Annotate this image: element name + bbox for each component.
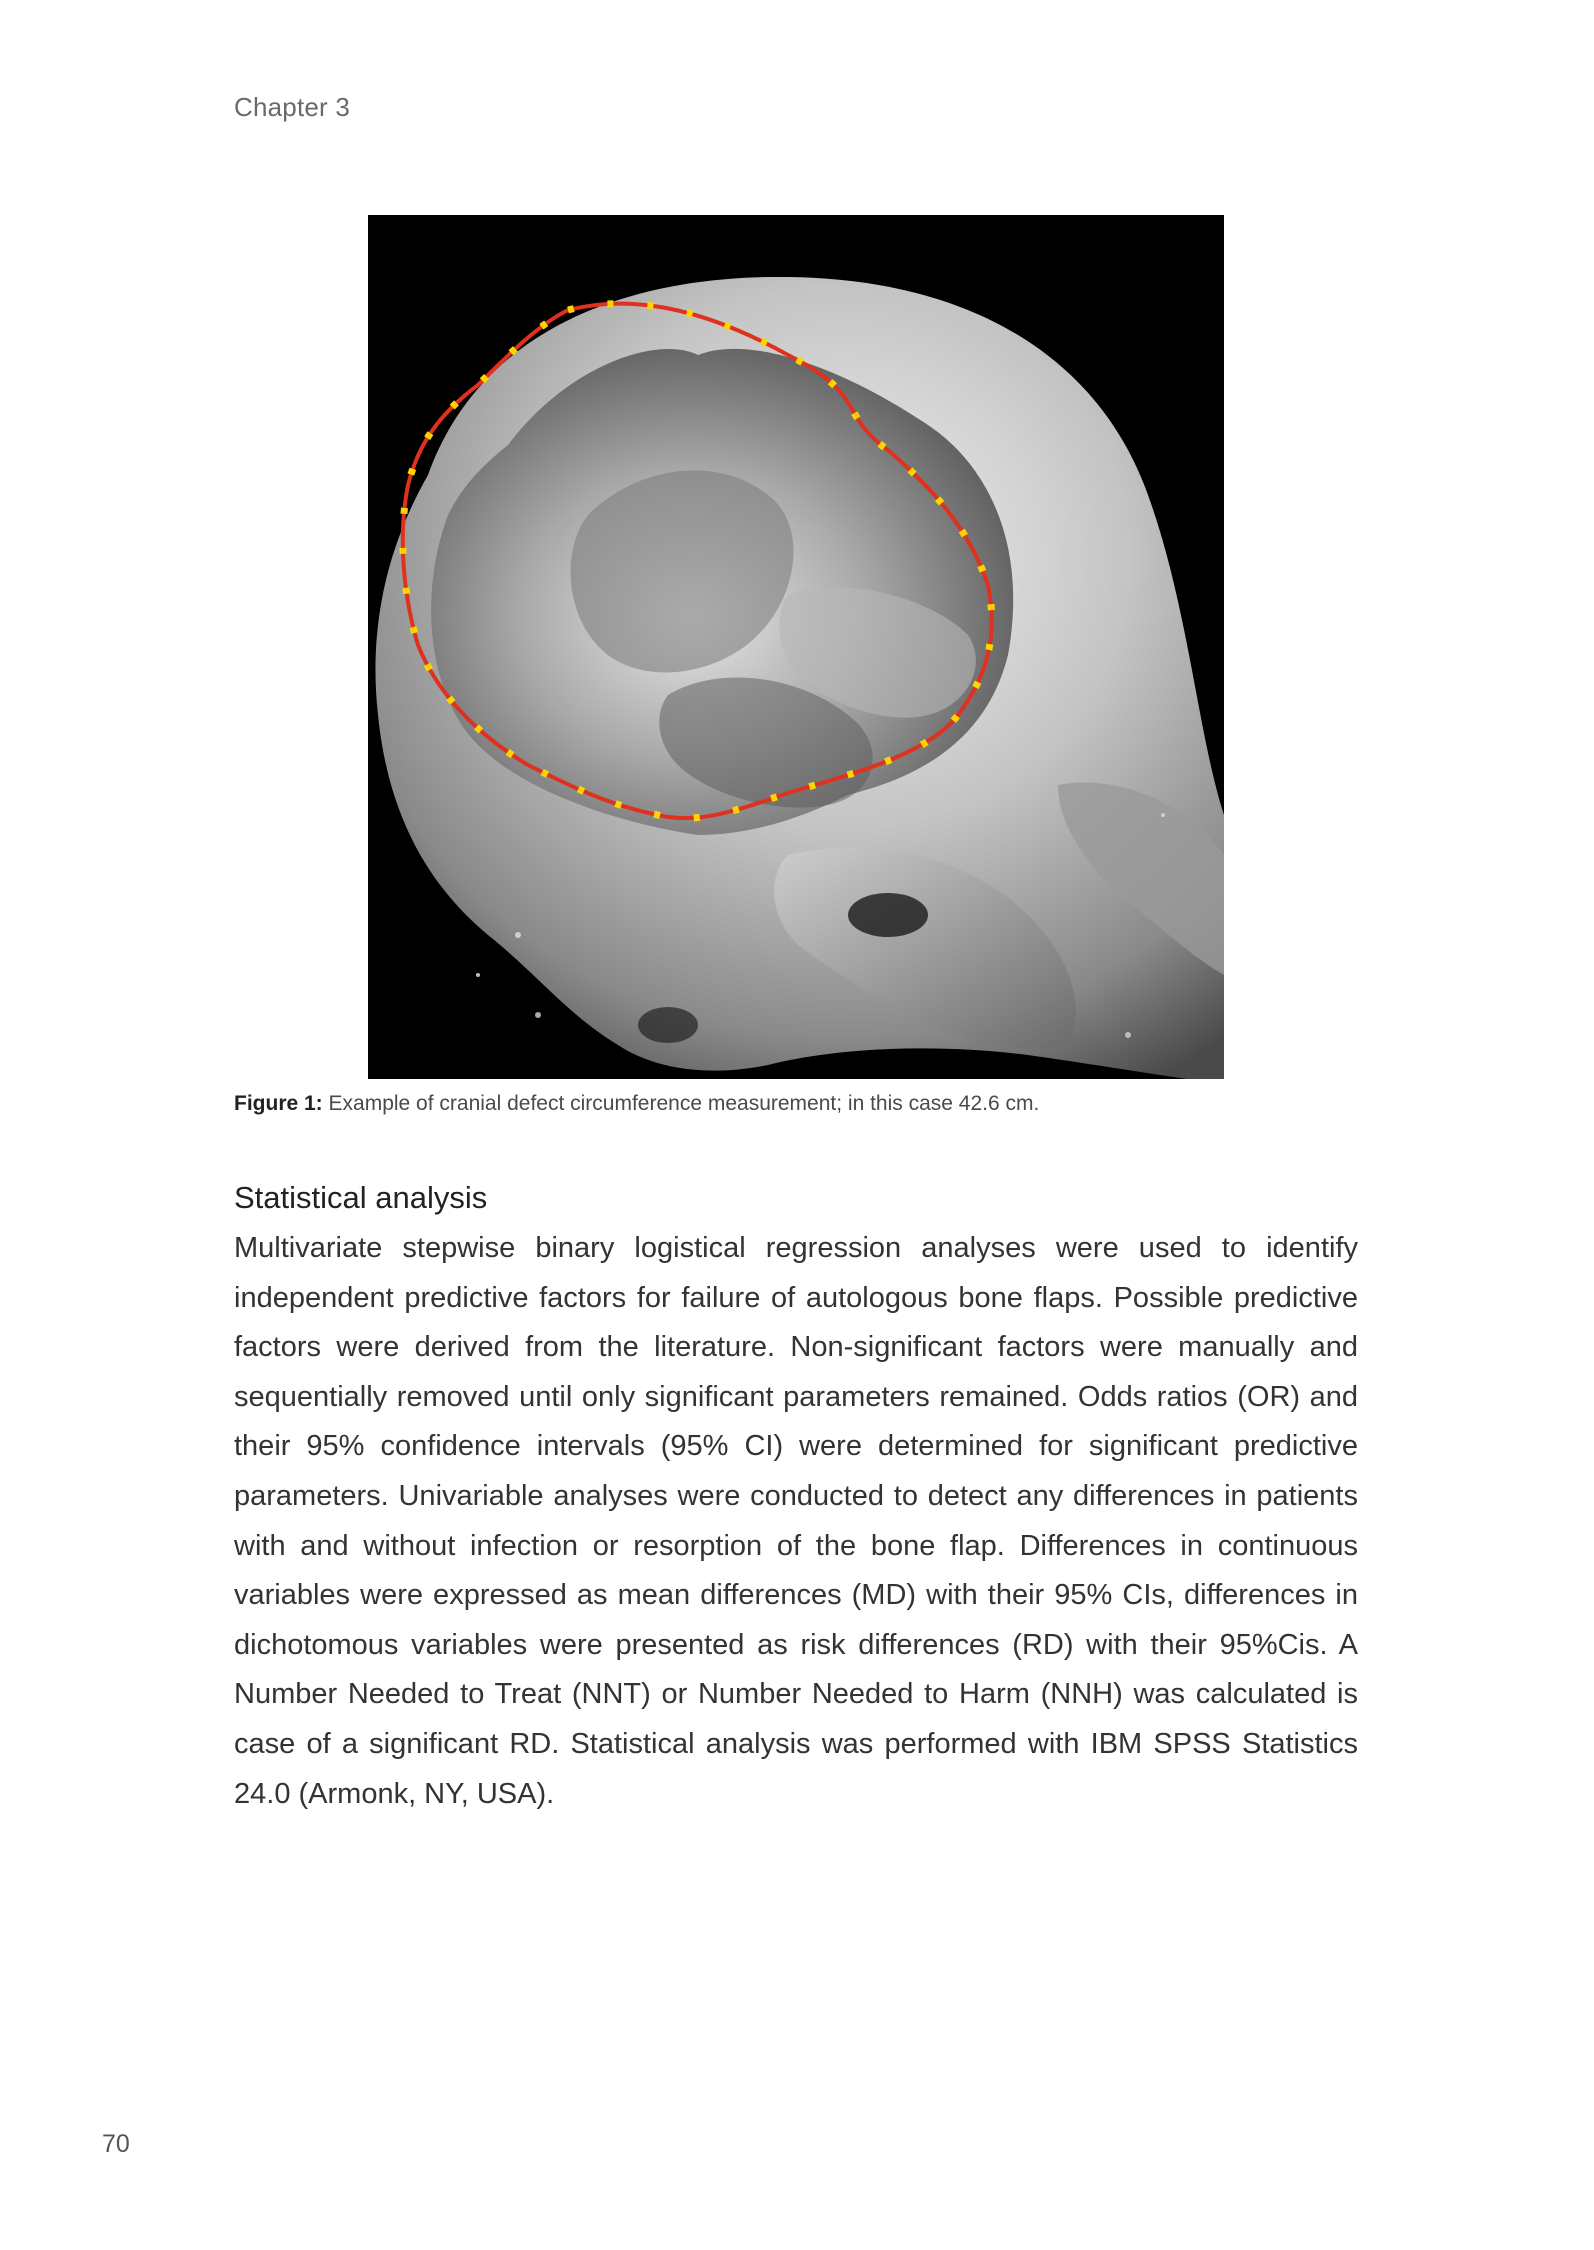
page-number: 70 <box>102 2130 130 2158</box>
figure-caption-label: Figure 1: <box>234 1092 323 1115</box>
skull-reconstruction-image <box>368 215 1224 1079</box>
skull-ct-figure <box>368 215 1224 1079</box>
section-body-paragraph: Multivariate stepwise binary logistical regression analyses were used to identify independent predictive factors for failure of autologous bone flaps. Possible predictive factors were derived from the literature. Non-significant factors were manually and sequentially removed until only significant parameters remained. Odds ratios (OR) and their 95% confidence intervals (95% CI) were determined for significant predictive parameters. Univariable analyses were conducted to detect any differences in patients with and without infection or resorption of the bone flap. Differences in continuous variables were expressed as mean differences (MD) with their 95% CIs, differences in dichotomous variables were presented as risk differences (RD) with their 95%Cis. A Number Needed to Treat (NNT) or Number Needed to Harm (NNH) was calculated is case of a significant RD. Statistical analysis was performed with IBM SPSS Statistics 24.0 (Armonk, NY, USA). <box>234 1232 1358 1810</box>
figure-caption-text: Example of cranial defect circumference measurement; in this case 42.6 cm. <box>322 1092 1040 1115</box>
section-heading: Statistical analysis <box>234 1180 488 1215</box>
figure-caption <box>234 1092 1354 1116</box>
running-head: Chapter 3 <box>234 92 350 122</box>
